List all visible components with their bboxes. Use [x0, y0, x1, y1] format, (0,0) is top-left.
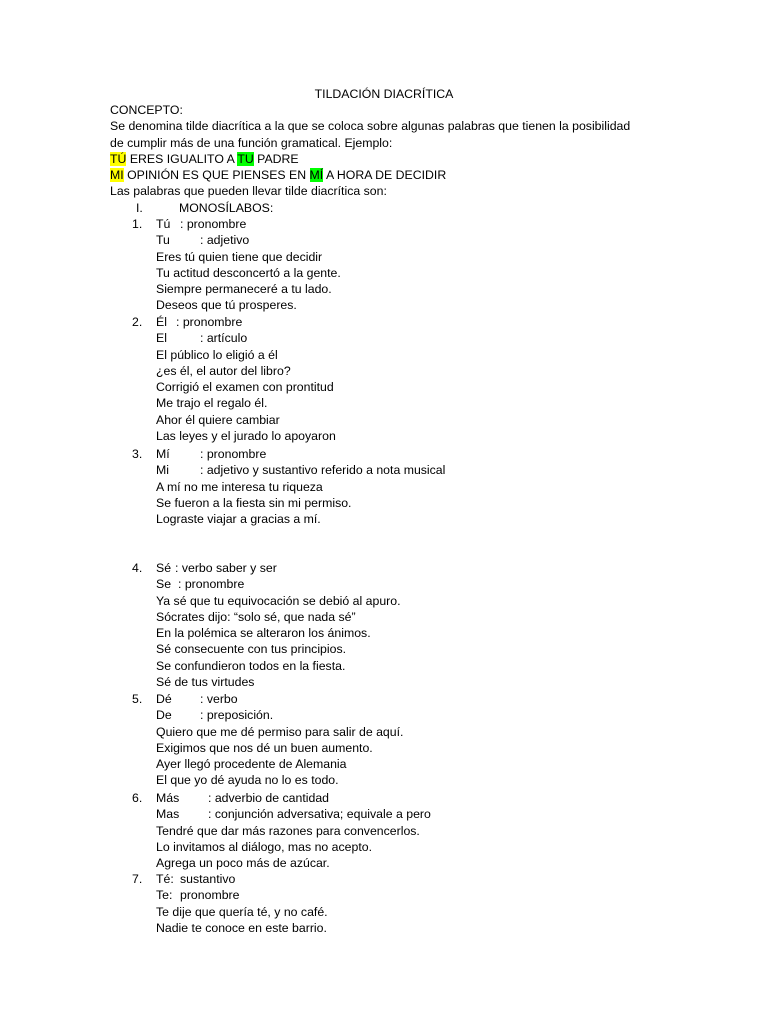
item-desc: : pronombre — [176, 315, 243, 329]
item-word: Sé — [156, 561, 172, 575]
list-intro: Las palabras que pueden llevar tilde diacrítica son: — [110, 184, 387, 199]
example-sentence: Lo invitamos al diálogo, mas no acepto. — [156, 839, 373, 854]
item-desc: : verbo saber y ser — [175, 561, 277, 575]
example-sentence: En la polémica se alteraron los ánimos. — [156, 626, 371, 641]
example-sentence: A mí no me interesa tu riqueza — [156, 479, 323, 494]
item-word: Él — [156, 315, 167, 329]
example-text: ERES IGUALITO A — [126, 151, 238, 166]
highlight-green: MÍ — [309, 168, 324, 183]
item-word: Mi — [156, 463, 169, 478]
section-label: MONOSÍLABOS: — [179, 201, 274, 215]
item-word: Té: — [156, 872, 174, 886]
example-sentence: Sé de tus virtudes — [156, 675, 255, 690]
item-word: Mí — [156, 447, 170, 461]
concept-heading: CONCEPTO: — [110, 103, 183, 117]
page-title: TILDACIÓN DIACRÍTICA — [314, 87, 454, 101]
item-number: 1. — [132, 217, 143, 231]
highlight-green: TU — [237, 151, 254, 166]
example-text: PADRE — [253, 151, 299, 166]
example-sentence: Se confundieron todos en la fiesta. — [156, 658, 346, 673]
definition-line: Se denomina tilde diacrítica a la que se coloca sobre algunas palabras que tienen la posibilidad — [110, 119, 631, 134]
item-word: El — [156, 331, 167, 346]
item-desc: : conjunción adversativa; equivale a pero — [208, 807, 431, 822]
list-item — [110, 314, 750, 444]
list-item — [110, 216, 750, 314]
example-sentence: Eres tú quien tiene que decidir — [156, 249, 323, 264]
example-sentence: El público lo eligió a él — [156, 347, 278, 362]
list-item — [110, 790, 750, 871]
item-number: 5. — [132, 692, 143, 706]
section-heading — [110, 200, 750, 216]
item-number: 6. — [132, 791, 143, 805]
item-number: 3. — [132, 447, 143, 461]
example-sentence: Te dije que quería té, y no café. — [156, 904, 328, 919]
item-desc: : adverbio de cantidad — [208, 791, 330, 805]
item-word: Más — [156, 791, 180, 805]
intro-block — [110, 102, 710, 200]
example-sentence: Ya sé que tu equivocación se debió al apuro. — [156, 593, 401, 608]
item-desc: : pronombre — [178, 577, 245, 592]
item-word: Tú — [156, 217, 171, 231]
example-sentence: Corrigió el examen con prontitud — [156, 380, 334, 395]
example-sentence: Ayer llegó procedente de Alemania — [156, 757, 347, 772]
example-sentence: Sócrates dijo: “solo sé, que nada sé” — [156, 609, 356, 624]
item-number: 4. — [132, 561, 143, 575]
item-desc: : verbo — [200, 692, 238, 706]
item-desc: pronombre — [180, 888, 240, 903]
list-item — [110, 560, 750, 690]
example-sentence: ¿es él, el autor del libro? — [156, 363, 291, 378]
example-text: A HORA DE DECIDIR — [323, 168, 447, 183]
example-sentence: Lograste viajar a gracias a mí. — [156, 512, 321, 527]
item-desc: : preposición. — [200, 708, 274, 723]
item-desc: : adjetivo — [200, 233, 250, 248]
example-sentence: Quiero que me dé permiso para salir de aquí. — [156, 724, 404, 739]
item-number: 7. — [132, 872, 143, 886]
example-sentence: Agrega un poco más de azúcar. — [156, 856, 330, 871]
example-text: OPINIÓN ES QUE PIENSES EN — [123, 168, 310, 183]
example-sentence: Deseos que tú prosperes. — [156, 298, 297, 313]
definition-line: de cumplir más de una función gramatical. Ejemplo: — [110, 135, 393, 150]
list-item — [110, 691, 750, 789]
example-sentence: Las leyes y el jurado lo apoyaron — [156, 429, 336, 444]
example-sentence: Tu actitud desconcertó a la gente. — [156, 265, 341, 280]
item-desc: : pronombre — [180, 217, 247, 231]
section-roman: I. — [136, 201, 143, 215]
item-word: De — [156, 708, 172, 723]
item-word: Se — [156, 577, 172, 592]
item-desc: : pronombre — [200, 447, 267, 461]
item-word: Mas — [156, 807, 180, 822]
item-desc: : artículo — [200, 331, 248, 346]
highlight-yellow: TÚ — [110, 151, 127, 166]
list-item — [110, 871, 750, 936]
example-sentence: Exigimos que nos dé un buen aumento. — [156, 740, 373, 755]
item-word: Tu — [156, 233, 170, 248]
item-desc: sustantivo — [180, 872, 236, 886]
example-sentence: Siempre permaneceré a tu lado. — [156, 282, 332, 297]
example-line-2 — [110, 167, 710, 183]
example-sentence: Se fueron a la fiesta sin mi permiso. — [156, 495, 352, 510]
list-item — [110, 446, 750, 527]
example-line-1 — [110, 151, 710, 167]
item-word: Dé — [156, 692, 172, 706]
example-sentence: Me trajo el regalo él. — [156, 396, 268, 411]
item-desc: : adjetivo y sustantivo referido a nota musical — [200, 463, 446, 478]
item-number: 2. — [132, 315, 143, 329]
example-sentence: El que yo dé ayuda no lo es todo. — [156, 773, 339, 788]
item-word: Te: — [156, 888, 173, 903]
highlight-yellow: MI — [110, 168, 124, 183]
example-sentence: Sé consecuente con tus principios. — [156, 642, 347, 657]
example-sentence: Tendré que dar más razones para convencerlos. — [156, 823, 420, 838]
example-sentence: Nadie te conoce en este barrio. — [156, 920, 327, 935]
example-sentence: Ahor él quiere cambiar — [156, 412, 280, 427]
